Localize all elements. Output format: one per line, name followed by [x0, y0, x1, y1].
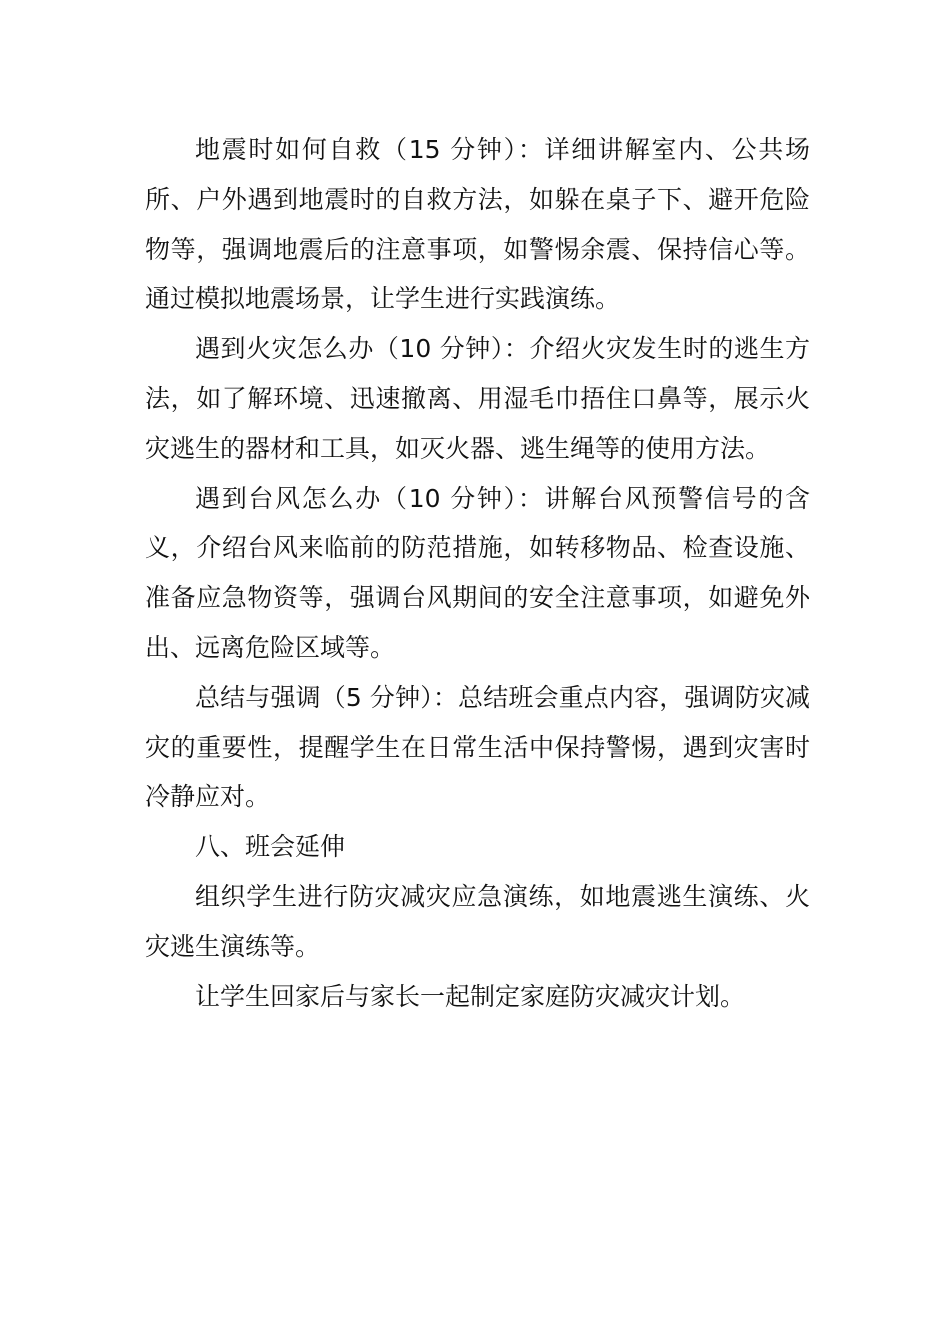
paragraph-family-plan: 让学生回家后与家长一起制定家庭防灾减灾计划。: [195, 981, 746, 1011]
paragraph-earthquake-self-rescue: 地震时如何自救（15 分钟）：详细讲解室内、公共场所、户外遇到地震时的自救方法，如躲在桌子下、避开危险物等，强调地震后的注意事项，如警惕余震、保持信心等。通过模拟地震场景，让学生进行实践演练。: [145, 135, 810, 314]
paragraph-fire-response: 遇到火灾怎么办（10 分钟）：介绍火灾发生时的逃生方法，如了解环境、迅速撤离、用湿毛巾捂住口鼻等，展示火灾逃生的器材和工具，如灭火器、逃生绳等的使用方法。: [145, 334, 810, 463]
paragraph-typhoon-response: 遇到台风怎么办（10 分钟）：讲解台风预警信号的含义，介绍台风来临前的防范措施，如转移物品、检查设施、准备应急物资等，强调台风期间的安全注意事项，如避免外出、远离危险区域等。: [145, 483, 810, 662]
paragraph-drill: 组织学生进行防灾减灾应急演练，如地震逃生演练、火灾逃生演练等。: [145, 881, 810, 961]
section-heading-extension: 八、班会延伸: [195, 832, 346, 862]
document-page: [145, 125, 810, 1021]
paragraph-summary: 总结与强调（5 分钟）：总结班会重点内容，强调防灾减灾的重要性，提醒学生在日常生活中保持警惕，遇到灾害时冷静应对。: [145, 682, 810, 812]
